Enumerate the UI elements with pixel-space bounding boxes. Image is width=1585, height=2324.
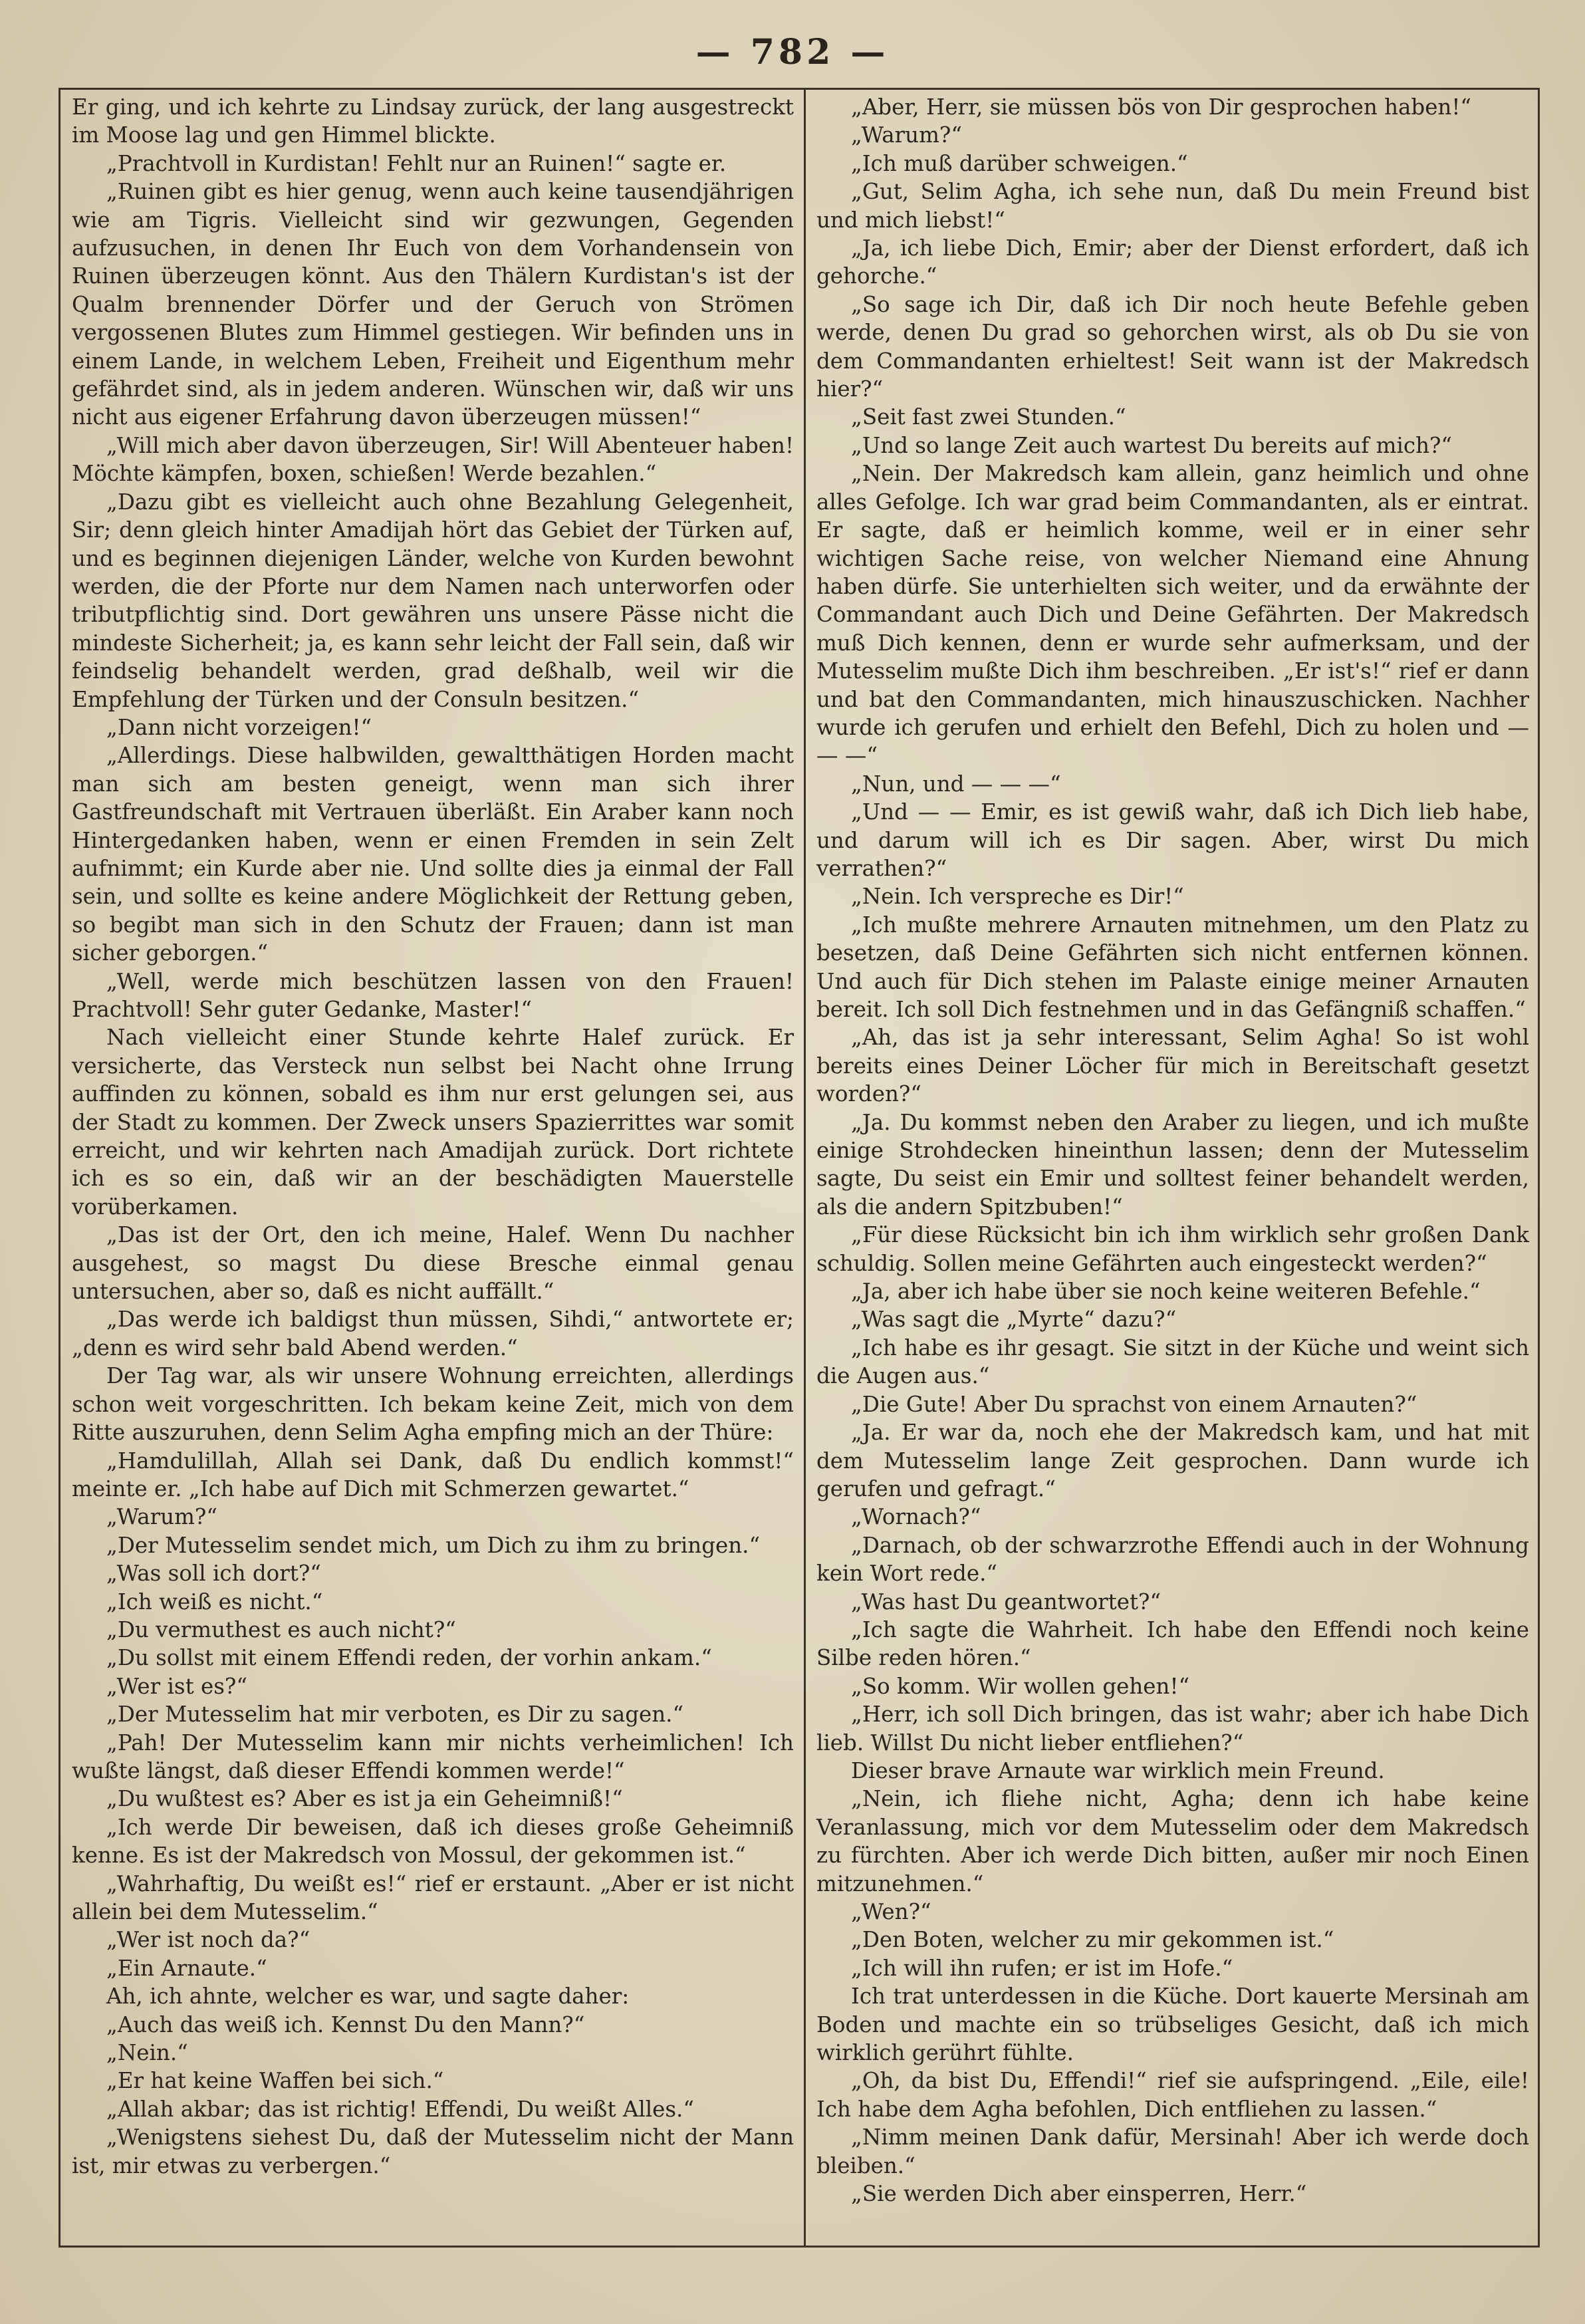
paragraph: „Du wußtest es? Aber es ist ja ein Geheimniß!“ [106, 1786, 623, 1812]
paragraph: „Auch das weiß ich. Kennst Du den Mann?“ [106, 2011, 585, 2037]
paragraph: „Nein, ich fliehe nicht, Agha; denn ich habe keine Veranlassung, mich vor dem Mutesselim oder dem Makredsch zu fürchten. Aber ich werde Dich bitten, außer mir noch Einen mitzunehmen.“ [816, 1786, 1529, 1896]
paragraph: „Wenigstens siehest Du, daß der Mutesselim nicht der Mann ist, mir etwas zu verbergen.“ [72, 2125, 794, 2178]
paragraph: „Nimm meinen Dank dafür, Mersinah! Aber ich werde doch bleiben.“ [816, 2125, 1529, 2178]
page-number: — 782 — [695, 32, 890, 72]
paragraph: Nach vielleicht einer Stunde kehrte Halef zurück. Er versicherte, das Versteck nun selbst bei Nacht ohne Irrung auffinden zu können, sobald es ihm nur erst gelungen sei, aus der Stadt zu kommen. Der Zweck unsers Spazierrittes war somit erreicht, und wir kehrten nach Amadijah zurück. Dort richtete ich es so ein, daß wir an der beschädigten Mauerstelle vorüberkamen. [72, 1025, 794, 1220]
paragraph: „Allerdings. Diese halbwilden, gewaltthätigen Horden macht man sich am besten geneigt, wenn man sich ihrer Gastfreundschaft mit Vertrauen überläßt. Ein Araber kann noch Hintergedanken haben, wenn er einen Fremden in sein Zelt aufnimmt; ein Kurde aber nie. Und sollte dies ja einmal der Fall sein, und sollte es keine andere Möglichkeit der Rettung geben, so begibt man sich in den Schutz der Frauen; dann ist man sicher geborgen.“ [72, 743, 794, 966]
paragraph: „Seit fast zwei Stunden.“ [851, 404, 1126, 430]
paragraph: „Wer ist es?“ [106, 1673, 247, 1699]
paragraph: „Wen?“ [851, 1899, 931, 1924]
paragraph: „Nein.“ [106, 2040, 188, 2066]
paragraph: „Den Boten, welcher zu mir gekommen ist.“ [851, 1927, 1334, 1953]
paragraph: „Gut, Selim Agha, ich sehe nun, daß Du mein Freund bist und mich liebst!“ [816, 179, 1529, 233]
paragraph: „Sie werden Dich aber einsperren, Herr.“ [851, 2181, 1307, 2207]
paragraph: „Dann nicht vorzeigen!“ [106, 714, 372, 740]
paragraph: „Was hast Du geantwortet?“ [851, 1589, 1161, 1614]
paragraph: „Das ist der Ort, den ich meine, Halef. Wenn Du nachher ausgehest, so magst Du diese Bresche einmal genau untersuchen, aber so, daß es nicht auffällt.“ [72, 1222, 794, 1305]
paragraph: „Nun, und — — —“ [851, 771, 1061, 797]
paragraph: „Hamdulillah, Allah sei Dank, daß Du endlich kommst!“ meinte er. „Ich habe auf Dich mit Schmerzen gewartet.“ [72, 1448, 794, 1501]
paragraph: „So komm. Wir wollen gehen!“ [851, 1673, 1190, 1699]
paragraph: „Darnach, ob der schwarzrothe Effendi auch in der Wohnung kein Wort rede.“ [816, 1532, 1529, 1587]
paragraph: „Der Mutesselim sendet mich, um Dich zu ihm zu bringen.“ [106, 1532, 761, 1558]
paragraph: „Ich mußte mehrere Arnauten mitnehmen, um den Platz zu besetzen, daß Deine Gefährten sich nicht entfernen können. Und auch für Dich stehen im Palaste einige meiner Arnauten bereit. Ich soll Dich festnehmen und in das Gefängniß schaffen.“ [816, 912, 1529, 1022]
paragraph: Ah, ich ahnte, welcher es war, und sagte daher: [106, 1984, 630, 2009]
paragraph: „Ich werde Dir beweisen, daß ich dieses große Geheimniß kenne. Es ist der Makredsch von Mossul, der gekommen ist.“ [72, 1814, 794, 1869]
left-column [72, 93, 794, 2180]
paragraph: „Warum?“ [106, 1504, 217, 1530]
paragraph: „Ich sagte die Wahrheit. Ich habe den Effendi noch keine Silbe reden hören.“ [816, 1616, 1529, 1671]
paragraph: „Will mich aber davon überzeugen, Sir! Will Abenteuer haben! Möchte kämpfen, boxen, schießen! Werde bezahlen.“ [72, 432, 794, 487]
paragraph: „Und so lange Zeit auch wartest Du bereits auf mich?“ [851, 432, 1453, 458]
paragraph: „Ich weiß es nicht.“ [106, 1589, 323, 1614]
paragraph: „So sage ich Dir, daß ich Dir noch heute Befehle geben werde, denen Du grad so gehorchen wirst, als ob Du sie von dem Commandanten erhieltest! Seit wann ist der Makredsch hier?“ [816, 291, 1529, 402]
paragraph: „Der Mutesselim hat mir verboten, es Dir zu sagen.“ [106, 1702, 684, 1728]
paragraph: „Warum?“ [851, 122, 962, 148]
right-column [816, 93, 1529, 2208]
paragraph: „Und — — Emir, es ist gewiß wahr, daß ich Dich lieb habe, und darum will ich es Dir sagen. Aber, wirst Du mich verrathen?“ [816, 799, 1529, 881]
paragraph: „Wahrhaftig, Du weißt es!“ rief er erstaunt. „Aber er ist nicht allein bei dem Mutesselim.“ [72, 1871, 794, 1924]
paragraph: „Ruinen gibt es hier genug, wenn auch keine tausendjährigen wie am Tigris. Vielleicht sind wir gezwungen, Gegenden aufzusuchen, in denen Ihr Euch von dem Vorhandensein von Ruinen überzeugen könnt. Aus den Thälern Kurdistan's ist der Qualm brennender Dörfer und der Geruch von Strömen vergossenen Blutes zum Himmel gestiegen. Wir befinden uns in einem Lande, in welchem Leben, Freiheit und Eigenthum mehr gefährdet sind, als in jedem anderen. Wünschen wir, daß wir uns nicht aus eigener Erfahrung davon überzeugen müssen!“ [72, 179, 794, 430]
paragraph: „Was sagt die „Myrte“ dazu?“ [851, 1307, 1177, 1333]
paragraph: „Oh, da bist Du, Effendi!“ rief sie aufspringend. „Eile, eile! Ich habe dem Agha befohlen, Dich entfliehen zu lassen.“ [816, 2068, 1529, 2122]
paragraph: „Ich habe es ihr gesagt. Sie sitzt in der Küche und weint sich die Augen aus.“ [816, 1335, 1529, 1389]
paragraph: „Die Gute! Aber Du sprachst von einem Arnauten?“ [851, 1391, 1417, 1417]
paragraph: „Ja. Er war da, noch ehe der Makredsch kam, und hat mit dem Mutesselim lange Zeit gesprochen. Dann wurde ich gerufen und gefragt.“ [816, 1420, 1529, 1501]
paragraph: „Ja. Du kommst neben den Araber zu liegen, und ich mußte einige Strohdecken hineinthun lassen; denn der Mutesselim sagte, Du seist ein Emir und solltest feiner behandelt werden, als die andern Spitzbuben!“ [816, 1109, 1529, 1220]
paragraph: „Prachtvoll in Kurdistan! Fehlt nur an Ruinen!“ sagte er. [106, 150, 727, 176]
paragraph: „Ah, das ist ja sehr interessant, Selim Agha! So ist wohl bereits eines Deiner Löcher für mich in Bereitschaft gesetzt worden?“ [816, 1025, 1529, 1107]
paragraph: „Nein. Ich verspreche es Dir!“ [851, 884, 1184, 910]
paragraph: „Ja, aber ich habe über sie noch keine weiteren Befehle.“ [851, 1279, 1481, 1305]
paragraph: „Ja, ich liebe Dich, Emir; aber der Dienst erfordert, daß ich gehorche.“ [816, 235, 1529, 289]
paragraph: „Allah akbar; das ist richtig! Effendi, Du weißt Alles.“ [106, 2096, 694, 2122]
paragraph: „Herr, ich soll Dich bringen, das ist wahr; aber ich habe Dich lieb. Willst Du nicht lieber entfliehen?“ [816, 1702, 1529, 1755]
paragraph: „Du vermuthest es auch nicht?“ [106, 1616, 456, 1642]
paragraph: „Wornach?“ [851, 1504, 981, 1530]
paragraph: „Wer ist noch da?“ [106, 1927, 310, 1953]
paragraph: „Dazu gibt es vielleicht auch ohne Bezahlung Gelegenheit, Sir; denn gleich hinter Amadijah hört das Gebiet der Türken auf, und es beginnen diejenigen Länder, welche von Kurden bewohnt werden, die der Pforte nur dem Namen nach unterworfen oder tributpflichtig sind. Dort gewähren uns unsere Pässe nicht die mindeste Sicherheit; ja, es kann sehr leicht der Fall sein, daß wir feindselig behandelt werden, grad deßhalb, weil wir die Empfehlung der Türken und der Consuln besitzen.“ [72, 489, 794, 712]
paragraph: „Er hat keine Waffen bei sich.“ [106, 2068, 444, 2094]
paragraph: Er ging, und ich kehrte zu Lindsay zurück, der lang ausgestreckt im Moose lag und gen Himmel blickte. [72, 94, 794, 148]
paragraph: Dieser brave Arnaute war wirklich mein Freund. [851, 1757, 1385, 1783]
column-divider [804, 88, 806, 2248]
paragraph: „Nein. Der Makredsch kam allein, ganz heimlich und ohne alles Gefolge. Ich war grad beim Commandanten, als er eintrat. Er sagte, daß er heimlich komme, weil er in einer sehr wichtigen Sache reise, von welcher Niemand eine Ahnung haben dürfe. Sie unterhielten sich weiter, und da erwähnte der Commandant auch Dich und Deine Gefährten. Der Makredsch muß Dich kennen, denn er wurde sehr aufmerksam, und der Mutesselim mußte Dich ihm beschreiben. „Er ist's!“ rief er dann und bat den Commandanten, mich hinauszuschicken. Nachher wurde ich gerufen und erhielt den Befehl, Dich zu holen und — — —“ [816, 461, 1529, 769]
paragraph: Ich trat unterdessen in die Küche. Dort kauerte Mersinah am Boden und machte ein so trübseliges Gesicht, daß ich mich wirklich gerührt fühlte. [816, 1984, 1529, 2066]
paragraph: Der Tag war, als wir unsere Wohnung erreichten, allerdings schon weit vorgeschritten. Ich bekam keine Zeit, mich von dem Ritte auszuruhen, denn Selim Agha empfing mich an der Thüre: [72, 1363, 794, 1446]
paragraph: „Aber, Herr, sie müssen bös von Dir gesprochen haben!“ [851, 94, 1472, 120]
paragraph: „Du sollst mit einem Effendi reden, der vorhin ankam.“ [106, 1645, 712, 1671]
paragraph: „Für diese Rücksicht bin ich ihm wirklich sehr großen Dank schuldig. Sollen meine Gefährten auch eingesteckt werden?“ [816, 1222, 1529, 1276]
paragraph: „Ich will ihn rufen; er ist im Hofe.“ [851, 1955, 1233, 1981]
paragraph: „Ein Arnaute.“ [106, 1955, 267, 1981]
paragraph: „Was soll ich dort?“ [106, 1561, 321, 1587]
paragraph: „Well, werde mich beschützen lassen von den Frauen! Prachtvoll! Sehr guter Gedanke, Master!“ [72, 968, 794, 1022]
paragraph: „Das werde ich baldigst thun müssen, Sihdi,“ antwortete er; „denn es wird sehr bald Abend werden.“ [72, 1307, 794, 1360]
paragraph: „Ich muß darüber schweigen.“ [851, 150, 1188, 176]
paragraph: „Pah! Der Mutesselim kann mir nichts verheimlichen! Ich wußte längst, daß dieser Effendi kommen werde!“ [72, 1730, 794, 1783]
